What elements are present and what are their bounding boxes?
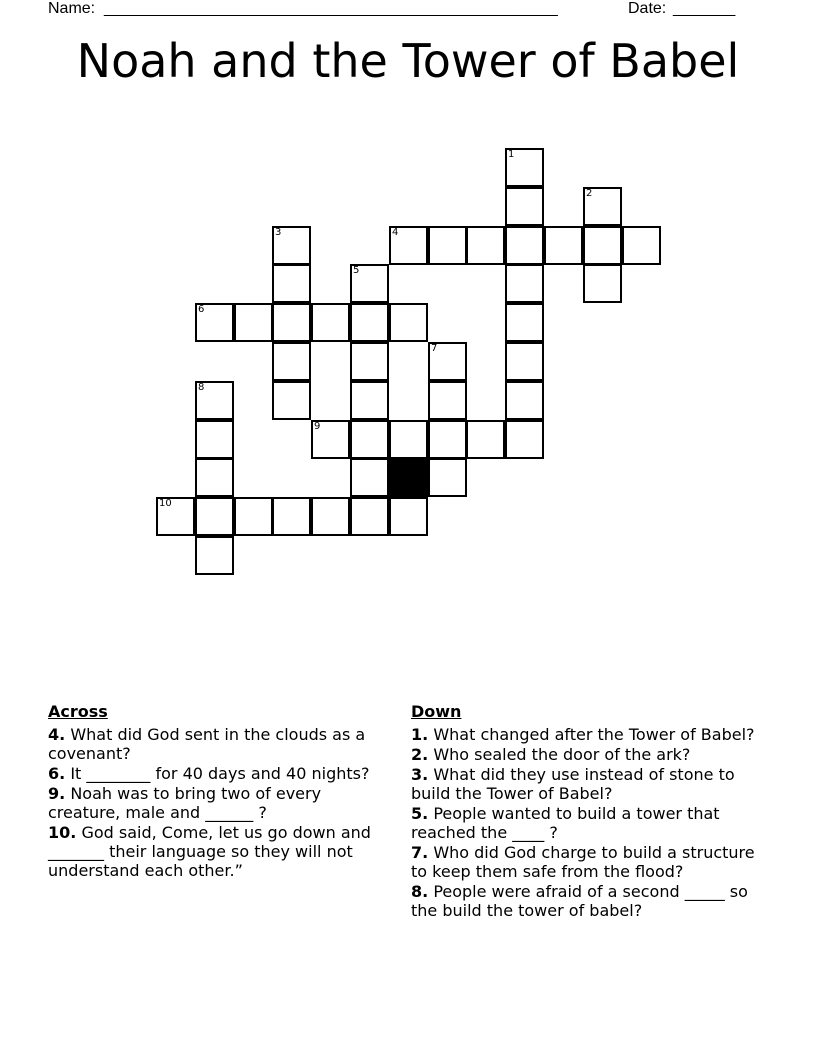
- grid-cell[interactable]: [544, 226, 583, 265]
- grid-cell[interactable]: [311, 303, 350, 342]
- grid-cell[interactable]: [505, 303, 544, 342]
- grid-cell-black: [389, 458, 428, 497]
- grid-cell[interactable]: [622, 226, 661, 265]
- grid-cell[interactable]: [272, 226, 311, 265]
- clue-text: Noah was to bring two of every creature, male and ______ ?: [48, 784, 322, 822]
- date-label: Date:: [628, 0, 667, 17]
- grid-cell[interactable]: [350, 420, 389, 459]
- grid-cell[interactable]: [350, 342, 389, 381]
- grid-cell[interactable]: [389, 303, 428, 342]
- grid-cell[interactable]: [428, 342, 467, 381]
- grid-cell[interactable]: [505, 187, 544, 226]
- down-clue: [411, 882, 756, 920]
- grid-cell[interactable]: [505, 381, 544, 420]
- grid-cell[interactable]: [195, 420, 234, 459]
- grid-cell[interactable]: [466, 420, 505, 459]
- clue-number: 9.: [48, 784, 66, 803]
- clue-number: 8: [198, 382, 205, 393]
- clue-number: 10.: [48, 823, 77, 842]
- clue-number: 1.: [411, 725, 429, 744]
- grid-cell[interactable]: [350, 381, 389, 420]
- down-clue-list: [411, 725, 756, 920]
- clue-text: God said, Come, let us go down and _______ their language so they will not understand each other.”: [48, 823, 371, 880]
- clue-text: People were afraid of a second _____ so the build the tower of babel?: [411, 882, 748, 920]
- grid-cell[interactable]: [311, 497, 350, 536]
- clue-text: What did they use instead of stone to build the Tower of Babel?: [411, 765, 735, 803]
- grid-cell[interactable]: [195, 497, 234, 536]
- clue-number: 2: [586, 188, 593, 199]
- down-clue: [411, 804, 756, 842]
- grid-cell[interactable]: [428, 381, 467, 420]
- across-clue: [48, 784, 393, 822]
- down-clue: [411, 725, 756, 744]
- grid-cell[interactable]: [272, 497, 311, 536]
- grid-cell[interactable]: [389, 420, 428, 459]
- grid-cell[interactable]: [234, 497, 273, 536]
- clue-number: 7: [431, 343, 438, 354]
- grid-cell[interactable]: [350, 303, 389, 342]
- clue-number: 10: [159, 498, 172, 509]
- grid-cell[interactable]: [350, 497, 389, 536]
- grid-cell[interactable]: [272, 342, 311, 381]
- clue-number: 3: [275, 227, 282, 238]
- name-label: Name:: [48, 0, 96, 17]
- grid-cell[interactable]: [272, 381, 311, 420]
- grid-cell[interactable]: [311, 420, 350, 459]
- page-title: Noah and the Tower of Babel: [76, 34, 740, 88]
- across-clue-list: [48, 725, 393, 880]
- clue-text: Who did God charge to build a structure to keep them safe from the flood?: [411, 843, 755, 881]
- grid-cell[interactable]: [350, 264, 389, 303]
- grid-cell[interactable]: [583, 226, 622, 265]
- grid-cell[interactable]: [428, 458, 467, 497]
- grid-cell[interactable]: [505, 264, 544, 303]
- down-heading: Down: [411, 702, 462, 721]
- grid-cell[interactable]: [350, 458, 389, 497]
- grid-cell[interactable]: [195, 381, 234, 420]
- across-clue: [48, 823, 393, 880]
- across-clue: [48, 725, 393, 763]
- clue-number: 8.: [411, 882, 429, 901]
- grid-cell[interactable]: [195, 303, 234, 342]
- clue-number: 4: [392, 227, 399, 238]
- across-heading: Across: [48, 702, 108, 721]
- clue-text: What changed after the Tower of Babel?: [433, 725, 755, 744]
- clue-number: 7.: [411, 843, 429, 862]
- grid-cell[interactable]: [428, 420, 467, 459]
- clue-number: 2.: [411, 745, 429, 764]
- clue-number: 3.: [411, 765, 429, 784]
- grid-cell[interactable]: [583, 264, 622, 303]
- grid-cell[interactable]: [156, 497, 195, 536]
- clue-number: 5.: [411, 804, 429, 823]
- grid-cell[interactable]: [505, 420, 544, 459]
- grid-cell[interactable]: [272, 264, 311, 303]
- clue-number: 5: [353, 265, 360, 276]
- date-blank: _______: [673, 0, 736, 17]
- clue-text: It ________ for 40 days and 40 nights?: [70, 764, 370, 783]
- clue-number: 9: [314, 421, 321, 432]
- down-clues: [411, 702, 756, 921]
- clue-number: 4.: [48, 725, 66, 744]
- across-clue: [48, 764, 393, 783]
- grid-cell[interactable]: [272, 303, 311, 342]
- down-clue: [411, 765, 756, 803]
- grid-cell[interactable]: [505, 148, 544, 187]
- clue-number: 1: [508, 149, 515, 160]
- grid-cell[interactable]: [505, 226, 544, 265]
- clue-text: Who sealed the door of the ark?: [433, 745, 691, 764]
- grid-cell[interactable]: [234, 303, 273, 342]
- name-blank: ___________________________________________________: [104, 0, 558, 17]
- down-clue: [411, 843, 756, 881]
- clue-number: 6.: [48, 764, 66, 783]
- clue-number: 6: [198, 304, 205, 315]
- grid-cell[interactable]: [195, 458, 234, 497]
- across-clues: [48, 702, 393, 881]
- grid-cell[interactable]: [505, 342, 544, 381]
- down-clue: [411, 745, 756, 764]
- grid-cell[interactable]: [466, 226, 505, 265]
- grid-cell[interactable]: [583, 187, 622, 226]
- grid-cell[interactable]: [428, 226, 467, 265]
- clue-text: People wanted to build a tower that reached the ____ ?: [411, 804, 720, 842]
- grid-cell[interactable]: [389, 497, 428, 536]
- grid-cell[interactable]: [389, 226, 428, 265]
- clue-text: What did God sent in the clouds as a covenant?: [48, 725, 366, 763]
- grid-cell[interactable]: [195, 536, 234, 575]
